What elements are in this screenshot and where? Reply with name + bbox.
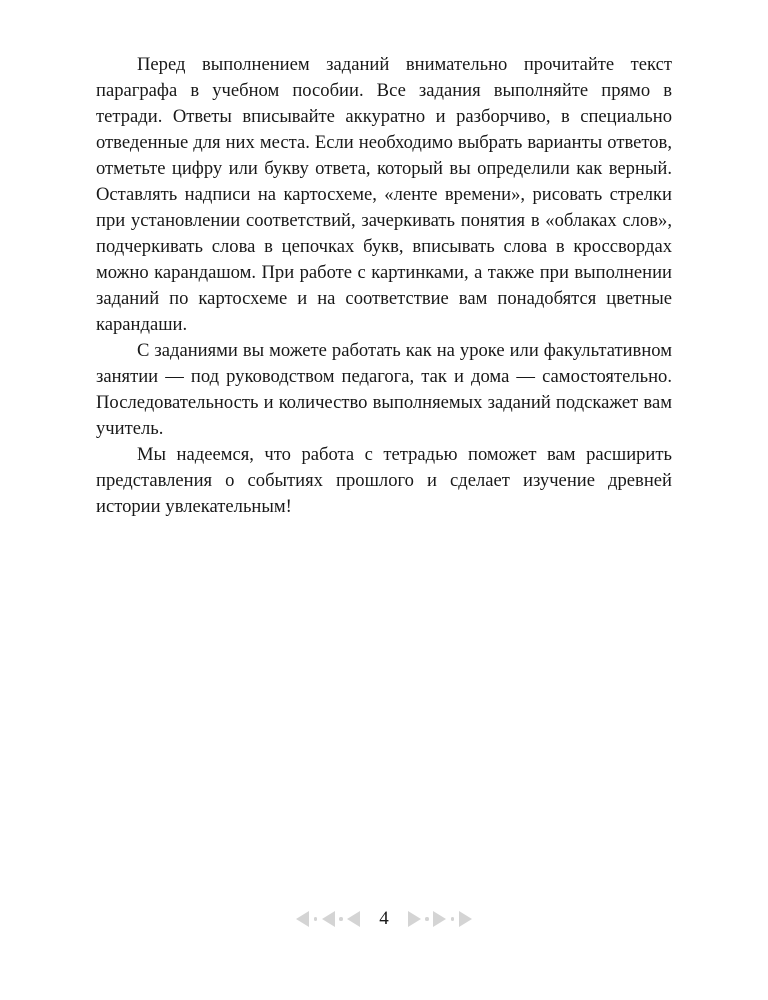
dot-icon <box>314 917 318 921</box>
footer-ornament-left <box>296 911 360 927</box>
paragraph-usage: С заданиями вы можете работать как на уроке или факультативном занятии — под руководством педагога, так и дома — самостоятельно. Последовательность и количество выполняемых заданий подскажет вам учитель. <box>96 340 672 439</box>
dot-icon <box>425 917 429 921</box>
footer-ornament-right <box>408 911 472 927</box>
triangle-right-icon <box>459 911 472 927</box>
triangle-right-icon <box>408 911 421 927</box>
page-footer <box>0 903 768 935</box>
page-number: 4 <box>379 907 389 929</box>
body-text-block <box>96 52 672 520</box>
triangle-right-icon <box>433 911 446 927</box>
paragraph-closing: Мы надеемся, что работа с тетрадью поможет вам расширить представления о событиях прошлого и сделает изучение древней истории увлекательным! <box>96 444 672 517</box>
triangle-left-icon <box>347 911 360 927</box>
dot-icon <box>339 917 343 921</box>
dot-icon <box>451 917 455 921</box>
triangle-left-icon <box>322 911 335 927</box>
triangle-left-icon <box>296 911 309 927</box>
paragraph-instructions: Перед выполнением заданий внимательно прочитайте текст параграфа в учебном пособии. Все задания выполняйте прямо в тетради. Ответы вписывайте аккуратно и разборчиво, в специально отведенные для них места. Если необходимо выбрать варианты ответов, отметьте цифру или букву ответа, который вы определили как верный. Оставлять надписи на картосхеме, «ленте времени», рисовать стрелки при установлении соответствий, зачеркивать понятия в «облаках слов», подчеркивать слова в цепочках букв, вписывать слова в кроссвордах можно карандашом. При работе с картинками, а также при выполнении заданий по картосхеме и на соответствие вам понадобятся цветные карандаши. <box>96 54 672 335</box>
